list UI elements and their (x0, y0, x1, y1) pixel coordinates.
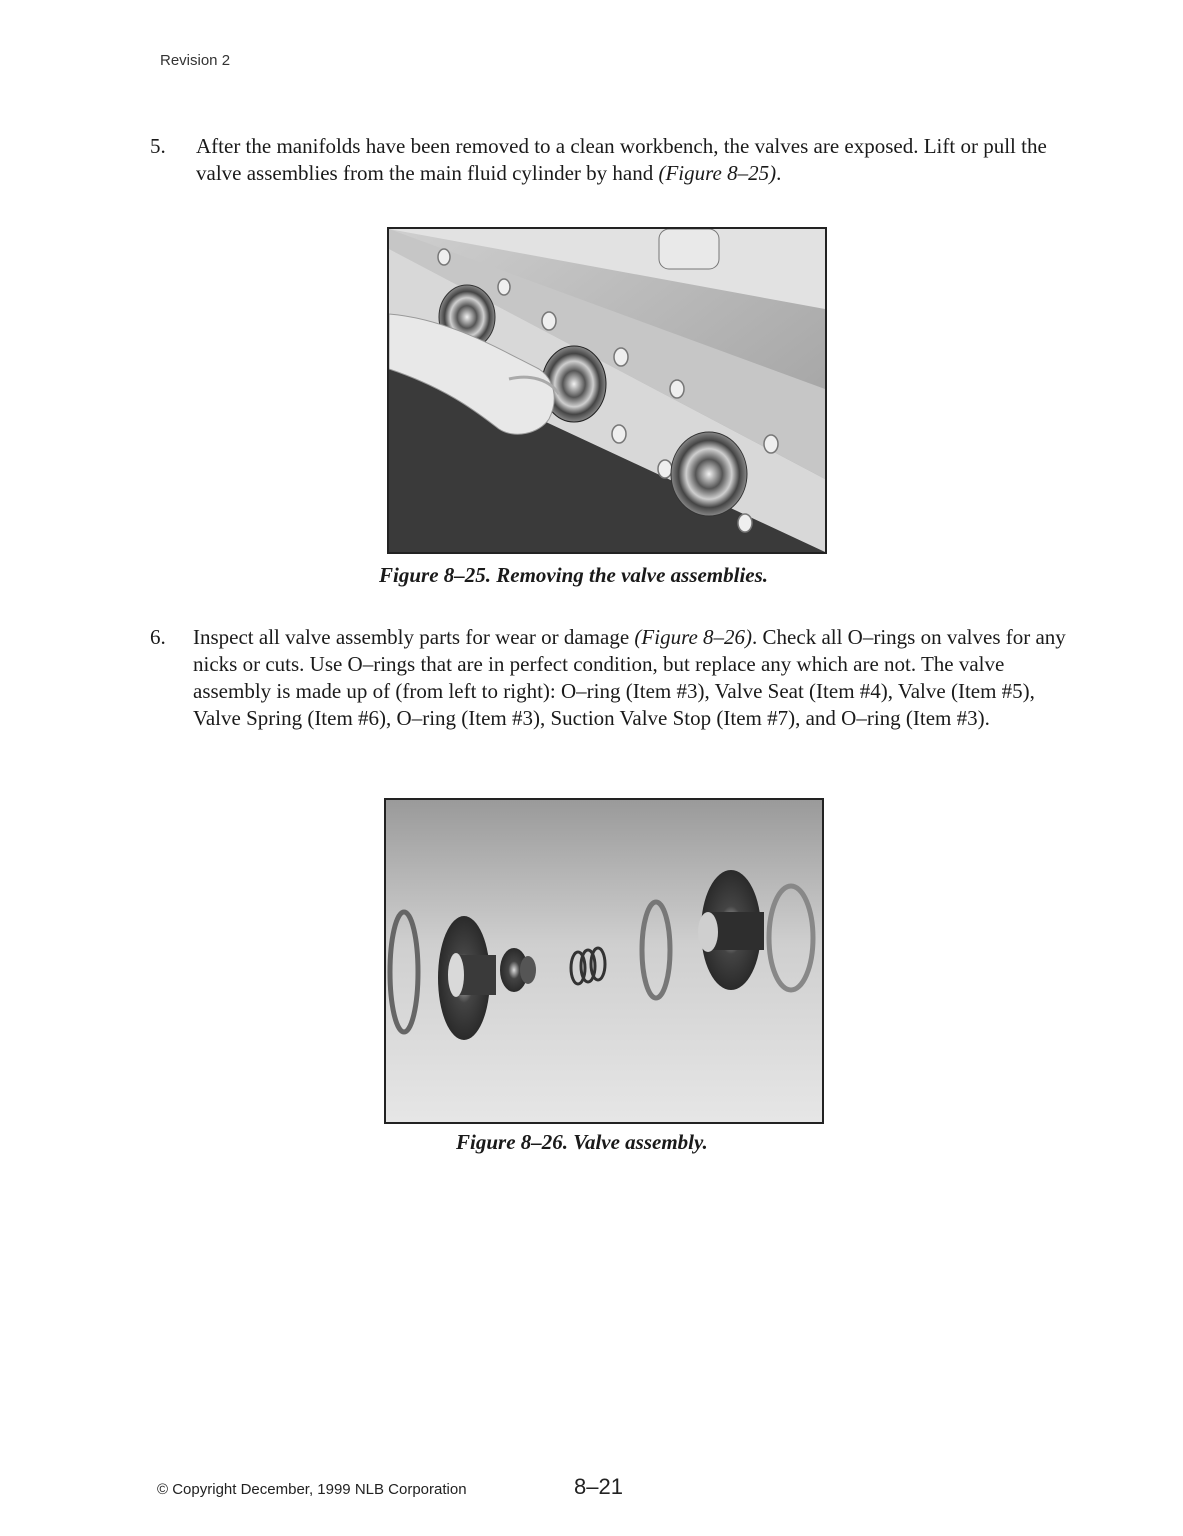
figure-8-25-caption: Figure 8–25. Removing the valve assemblies. (379, 563, 769, 587)
page-header-revision: Revision 2 (160, 52, 231, 69)
figure-8-26-caption: Figure 8–26. Valve assembly. (456, 1130, 708, 1154)
figure-reference: (Figure 8–25) (658, 161, 777, 185)
footer-copyright: © Copyright December, 1999 NLB Corporation (157, 1481, 467, 1498)
figure-8-26-photo (384, 798, 824, 1124)
step-5-tail: . (776, 161, 782, 185)
step-number: 6. (150, 625, 166, 649)
figure-8-25-photo (387, 227, 827, 554)
step-6 (150, 624, 1070, 732)
step-number: 5. (150, 134, 166, 158)
step-5-text: After the manifolds have been removed to a clean workbench, the valves are exposed. Lift or pull the valve assemblies from the main fluid cylinder by hand (196, 134, 1047, 185)
step-6-text: Inspect all valve assembly parts for wear or damage (193, 625, 630, 649)
page-number: 8–21 (574, 1474, 623, 1499)
step-5 (150, 133, 1070, 187)
step-text (196, 133, 1070, 187)
figure-reference: (Figure 8–26) (634, 625, 753, 649)
step-text (193, 624, 1070, 732)
step-6-text-after: . Check all O–rings on valves for any nicks or cuts. Use O–rings that are in perfect condition, but replace any which are not. The valve assembly is made up of (from left to right): O–ring (Item #3), Valve Seat (Item #4), Valve (Item #5), Valve Spring (Item #6), O–ring (Item #3), Suction Valve Stop (Item #7), and O–ring (Item #3). (193, 625, 1066, 730)
